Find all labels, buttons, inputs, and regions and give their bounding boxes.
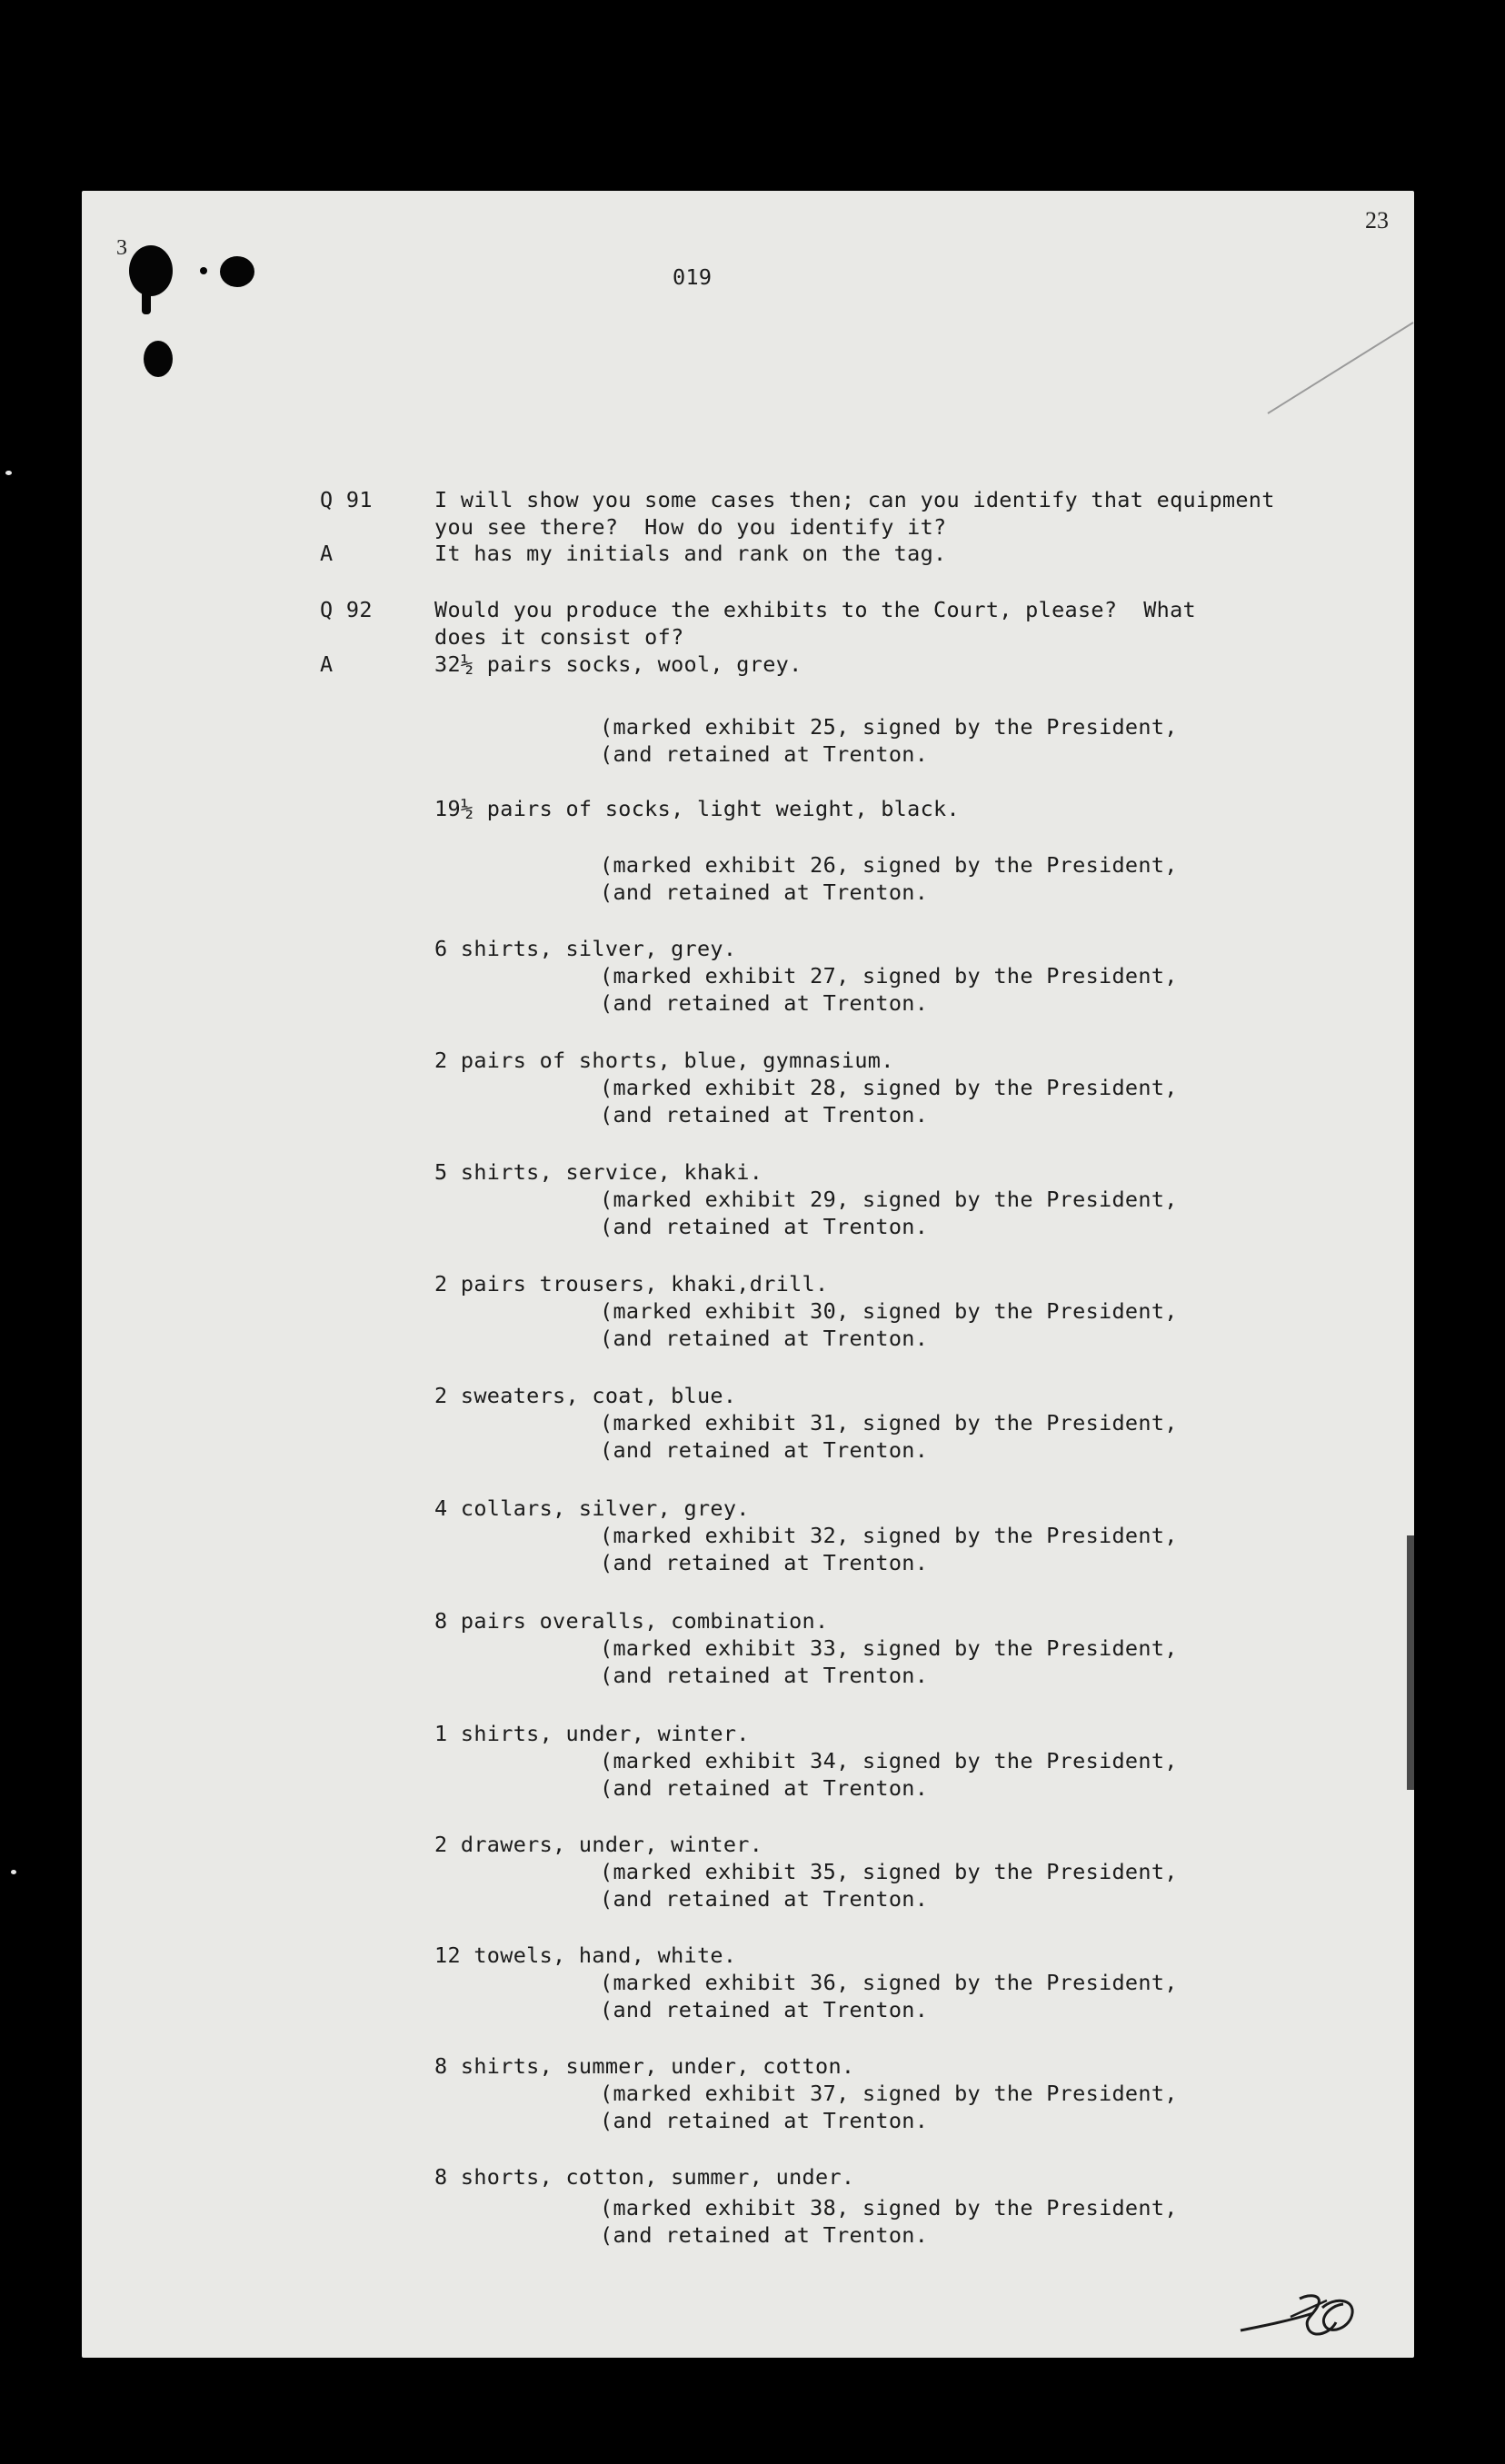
exhibit-item: 2 pairs of shorts, blue, gymnasium. — [434, 1048, 894, 1073]
exhibit-retained: (and retained at Trenton. — [600, 1997, 929, 2022]
exhibit-retained: (and retained at Trenton. — [600, 1550, 929, 1575]
exhibit-item: 8 pairs overalls, combination. — [434, 1608, 829, 1634]
question-text: does it consist of? — [434, 624, 684, 650]
exhibit-item: 19½ pairs of socks, light weight, black. — [434, 796, 960, 821]
exhibit-retained: (and retained at Trenton. — [600, 2108, 929, 2133]
pencil-stroke — [1263, 318, 1418, 418]
speck — [5, 471, 12, 475]
exhibit-item: 12 towels, hand, white. — [434, 1942, 737, 1968]
exhibit-mark: (marked exhibit 27, signed by the President, — [600, 963, 1178, 989]
exhibit-item: 1 shirts, under, winter. — [434, 1721, 750, 1746]
exhibit-mark: (marked exhibit 28, signed by the President, — [600, 1075, 1178, 1100]
exhibit-item: 2 drawers, under, winter. — [434, 1832, 763, 1857]
page-number: 23 — [1365, 207, 1389, 233]
ink-blot — [142, 291, 151, 314]
ink-blot — [129, 245, 173, 296]
answer-label: A — [320, 651, 334, 677]
exhibit-mark: (marked exhibit 38, signed by the President, — [600, 2195, 1178, 2221]
exhibit-mark: (marked exhibit 36, signed by the President, — [600, 1970, 1178, 1995]
exhibit-item: 2 sweaters, coat, blue. — [434, 1383, 737, 1408]
answer-text: It has my initials and rank on the tag. — [434, 541, 947, 566]
exhibit-mark: (marked exhibit 25, signed by the President, — [600, 714, 1178, 740]
question-text: Would you produce the exhibits to the Court, please? What — [434, 597, 1196, 622]
exhibit-retained: (and retained at Trenton. — [600, 1663, 929, 1688]
exhibit-mark: (marked exhibit 37, signed by the President, — [600, 2081, 1178, 2106]
page-edge-shadow — [1407, 1535, 1414, 1790]
exhibit-mark: (marked exhibit 30, signed by the President, — [600, 1298, 1178, 1324]
exhibit-item: 4 collars, silver, grey. — [434, 1495, 750, 1521]
exhibit-retained: (and retained at Trenton. — [600, 1214, 929, 1239]
question-label: Q 91 — [320, 487, 373, 512]
header-number: 019 — [673, 264, 713, 290]
exhibit-retained: (and retained at Trenton. — [600, 879, 929, 905]
exhibit-item: 32½ pairs socks, wool, grey. — [434, 651, 802, 677]
ink-blot — [220, 256, 254, 287]
document-page — [82, 191, 1414, 2358]
exhibit-mark: (marked exhibit 33, signed by the President, — [600, 1635, 1178, 1661]
exhibit-retained: (and retained at Trenton. — [600, 1437, 929, 1463]
exhibit-mark: (marked exhibit 32, signed by the President, — [600, 1523, 1178, 1548]
exhibit-mark: (marked exhibit 34, signed by the President, — [600, 1748, 1178, 1773]
answer-label: A — [320, 541, 334, 566]
question-text: I will show you some cases then; can you identify that equipment — [434, 487, 1275, 512]
question-text: you see there? How do you identify it? — [434, 514, 947, 540]
exhibit-item: 8 shirts, summer, under, cotton. — [434, 2053, 855, 2079]
corner-mark: 3 — [116, 236, 127, 260]
exhibit-retained: (and retained at Trenton. — [600, 990, 929, 1016]
ink-blot — [144, 341, 173, 377]
exhibit-retained: (and retained at Trenton. — [600, 1886, 929, 1912]
exhibit-mark: (marked exhibit 31, signed by the President, — [600, 1410, 1178, 1436]
ink-blot — [200, 267, 207, 274]
handwritten-initials — [1236, 2280, 1363, 2344]
exhibit-retained: (and retained at Trenton. — [600, 2222, 929, 2248]
question-label: Q 92 — [320, 597, 373, 622]
exhibit-item: 2 pairs trousers, khaki,drill. — [434, 1271, 829, 1297]
exhibit-mark: (marked exhibit 35, signed by the President, — [600, 1859, 1178, 1884]
exhibit-item: 6 shirts, silver, grey. — [434, 936, 737, 961]
exhibit-retained: (and retained at Trenton. — [600, 1326, 929, 1351]
exhibit-mark: (marked exhibit 29, signed by the President, — [600, 1187, 1178, 1212]
exhibit-item: 5 shirts, service, khaki. — [434, 1159, 763, 1185]
exhibit-retained: (and retained at Trenton. — [600, 741, 929, 767]
speck — [11, 1870, 16, 1874]
exhibit-retained: (and retained at Trenton. — [600, 1102, 929, 1128]
exhibit-item: 8 shorts, cotton, summer, under. — [434, 2164, 855, 2190]
exhibit-retained: (and retained at Trenton. — [600, 1775, 929, 1801]
exhibit-mark: (marked exhibit 26, signed by the President, — [600, 852, 1178, 878]
